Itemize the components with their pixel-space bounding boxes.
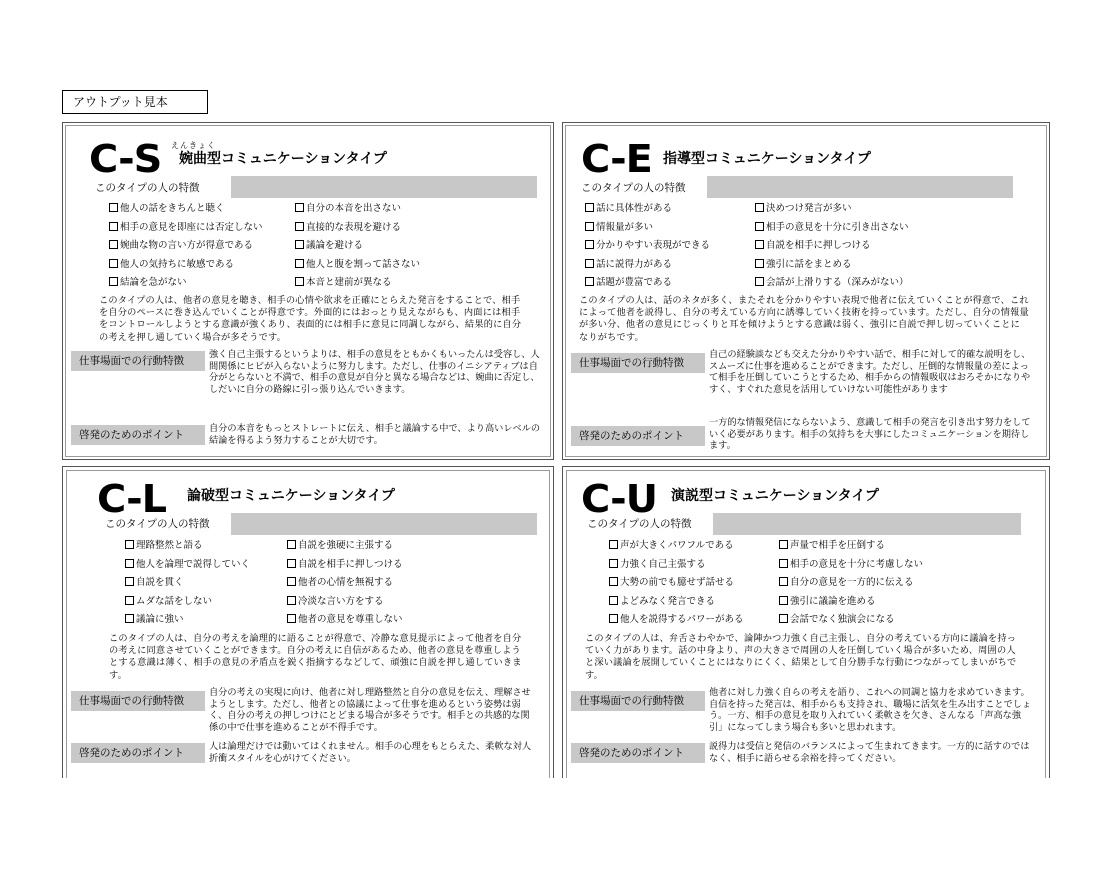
checkbox-icon <box>295 277 304 286</box>
feature-item: 会話が上滑りする（深みがない） <box>755 276 945 291</box>
checkbox-icon <box>755 277 764 286</box>
feature-item: よどみなく発言できる <box>609 595 779 610</box>
feature-item: 他人を説得するパワーがある <box>609 613 779 628</box>
type-title: 指導型コミュニケーションタイプ <box>663 151 871 167</box>
feature-item: 強引に話をまとめる <box>755 258 945 273</box>
features-label: このタイプの人の特徴 <box>105 518 210 530</box>
type-description: このタイプの人は、話のネタが多く、またそれを分かりやすい表現で他者に伝えていくことが得意で、これによって他者を説得し、自分の考えている方向に誘導していく技術を持っています。ただし、自分の情報量が多い分、他者の意見にじっくりと耳を傾けようとする意識は弱く、強引に自説で押し切っていくことになりがちです。 <box>579 295 1029 343</box>
feature-item: ムダな話をしない <box>125 595 287 610</box>
feature-item: 自説を強硬に主張する <box>287 539 457 554</box>
features-label: このタイプの人の特徴 <box>95 182 200 194</box>
feature-item: 自分の本音を出さない <box>295 202 465 217</box>
feature-item: 他人と腹を割って話さない <box>295 258 465 273</box>
checkbox-icon <box>287 596 296 605</box>
checkbox-icon <box>287 540 296 549</box>
checkbox-icon <box>109 259 118 268</box>
feature-item: 冷淡な言い方をする <box>287 595 457 610</box>
checkbox-icon <box>609 559 618 568</box>
work-behavior-label: 仕事場面での行動特徴 <box>571 691 705 711</box>
checkbox-icon <box>125 596 134 605</box>
type-description: このタイプの人は、他者の意見を聴き、相手の心情や欲求を正確にとらえた発言をすることで、相手を自分のペースに巻き込んでいくことが得意です。外面的にはおっとり見えながらも、内面には相手をコントロールしようとする意識が強くあり、表面的には相手に意見に同調しながら、結果的に自分の考えを押し通していく場合が多そうです。 <box>99 295 522 343</box>
feature-item: 分かりやすい表現ができる <box>585 239 755 254</box>
work-behavior-label: 仕事場面での行動特徴 <box>71 691 205 711</box>
checkbox-icon <box>609 596 618 605</box>
work-behavior-label: 仕事場面での行動特徴 <box>71 351 205 371</box>
growth-point-label: 啓発のためのポイント <box>571 426 705 446</box>
feature-item: 決めつけ発言が多い <box>755 202 945 217</box>
checkbox-icon <box>109 277 118 286</box>
growth-point-text: 説得力は受信と発信のバランスによって生まれてきます。一方的に話すのではなく、相手に語らせる余裕を持ってください。 <box>709 741 1030 764</box>
work-behavior-text: 自己の経験談なども交えた分かりやすい話で、相手に対して的確な説明をし、スムーズに仕事を進めることができます。ただし、圧倒的な情報量の差によって相手を圧倒していこうとするため、相手からの情報吸収はおろそかになりやすく、すぐれた意見を活用していけない可能性があります <box>709 349 1031 395</box>
type-code: C-L <box>97 477 167 521</box>
type-code: C-S <box>89 137 162 181</box>
feature-item: 自説を相手に押しつける <box>287 558 457 573</box>
checkbox-icon <box>295 259 304 268</box>
checkbox-icon <box>109 222 118 231</box>
feature-list <box>609 539 959 628</box>
feature-item: 強引に議論を進める <box>779 595 959 610</box>
work-behavior-text: 自分の考えの実現に向け、他者に対し理路整然と自分の意見を伝え、理解させようとします。ただし、他者との協議によって仕事を進めるという姿勢は弱く、自分の考えの押しつけにとどまる場合が多そうです。相手との共感的な関係の中で仕事を進めることが不得手です。 <box>209 687 531 733</box>
checkbox-icon <box>779 614 788 623</box>
feature-item: 理路整然と語る <box>125 539 287 554</box>
checkbox-icon <box>287 577 296 586</box>
feature-item: 議論を避ける <box>295 239 465 254</box>
work-behavior-label: 仕事場面での行動特徴 <box>571 353 705 373</box>
features-bar <box>231 513 537 535</box>
feature-item: 他人を論理で説得していく <box>125 558 287 573</box>
checkbox-icon <box>755 259 764 268</box>
growth-point-text: 一方的な情報発信にならないよう、意識して相手の発言を引き出す努力をしていく必要があります。相手の気持ちを大事にしたコミュニケーションを期待します。 <box>709 417 1031 452</box>
feature-item: 本音と建前が異なる <box>295 276 465 291</box>
features-bar <box>713 513 1021 535</box>
feature-item: 力強く自己主張する <box>609 558 779 573</box>
features-label: このタイプの人の特徴 <box>581 182 686 194</box>
checkbox-icon <box>609 614 618 623</box>
checkbox-icon <box>755 240 764 249</box>
checkbox-icon <box>125 577 134 586</box>
checkbox-icon <box>125 559 134 568</box>
feature-item: 声が大きくパワフルである <box>609 539 779 554</box>
feature-item: 他者の意見を尊重しない <box>287 613 457 628</box>
feature-item: 結論を急がない <box>109 276 295 291</box>
checkbox-icon <box>779 559 788 568</box>
features-bar <box>707 176 1013 198</box>
feature-item: 他者の心情を無視する <box>287 576 457 591</box>
feature-item: 婉曲な物の言い方が得意である <box>109 239 295 254</box>
checkbox-icon <box>609 577 618 586</box>
title-ruby: えんきょく <box>171 141 216 150</box>
work-behavior-text: 他者に対し力強く自らの考えを語り、これへの同調と協力を求めていきます。自信を持った発言は、相手からも支持され、職場に活気を生み出すことでしょう。一方、相手の意見を取り入れていく柔軟さを欠き、さんなる「声高な強引」になってしまう場合も多いと思われます。 <box>709 687 1032 733</box>
type-title: 演説型コミュニケーションタイプ <box>671 488 879 504</box>
checkbox-icon <box>585 277 594 286</box>
checkbox-icon <box>287 559 296 568</box>
checkbox-icon <box>109 240 118 249</box>
feature-list <box>125 539 457 628</box>
feature-item: 相手の意見を十分に引き出さない <box>755 221 945 236</box>
checkbox-icon <box>287 614 296 623</box>
features-label: このタイプの人の特徴 <box>587 518 692 530</box>
checkbox-icon <box>295 222 304 231</box>
feature-item: 大勢の前でも臆せず話せる <box>609 576 779 591</box>
checkbox-icon <box>585 240 594 249</box>
checkbox-icon <box>125 540 134 549</box>
feature-item: 話に具体性がある <box>585 202 755 217</box>
features-bar <box>231 176 537 198</box>
type-description: このタイプの人は、自分の考えを論理的に語ることが得意で、冷静な意見提示によって他者を自分の考えに同意させていくことができます。自分の考えに自信があるため、他者の意見を尊重しようとする意識は薄く、相手の意見の矛盾点を鋭く指摘するなどして、頑強に自説を押し通していきます。 <box>109 633 522 681</box>
type-description: このタイプの人は、弁舌さわやかで、論陣かつ力強く自己主張し、自分の考えている方向に議論を持っていく力があります。話の中身より、声の大きさで周囲の人を圧倒していく場合が多いため、周囲の人と深い議論を展開していくことにはなりにくく、結果として自分勝手な行動につながってしまいがちです。 <box>585 633 1017 681</box>
checkbox-icon <box>779 577 788 586</box>
checkbox-icon <box>755 222 764 231</box>
type-card-ce <box>562 122 1050 460</box>
checkbox-icon <box>125 614 134 623</box>
feature-item: 直接的な表現を避ける <box>295 221 465 236</box>
growth-point-label: 啓発のためのポイント <box>71 743 205 763</box>
feature-list <box>585 202 945 291</box>
feature-item: 相手の意見を十分に考慮しない <box>779 558 959 573</box>
feature-item: 議論に強い <box>125 613 287 628</box>
feature-item: 情報量が多い <box>585 221 755 236</box>
checkbox-icon <box>295 240 304 249</box>
checkbox-icon <box>755 203 764 212</box>
feature-item: 他人の話をきちんと聴く <box>109 202 295 217</box>
type-title: 婉曲型コミュニケーションタイプ <box>179 151 387 167</box>
checkbox-icon <box>609 540 618 549</box>
feature-item: 他人の気持ちに敏感である <box>109 258 295 273</box>
feature-item: 自説を相手に押しつける <box>755 239 945 254</box>
growth-point-text: 人は論理だけでは動いてはくれません。相手の心理をもとらえた、柔軟な対人折衝スタイルを心がけてください。 <box>209 741 532 764</box>
type-code: C-E <box>581 137 652 181</box>
feature-item: 声量で相手を圧倒する <box>779 539 959 554</box>
type-card-cu <box>562 466 1050 778</box>
work-behavior-text: 強く自己主張するというよりは、相手の意見をともかくもいったんは受容し、人間関係にヒビが入らないように努力します。ただし、仕事のイニシアティブは自分がとらないと不満で、相手の意見が自分と異なる場合などは、婉曲に否定し、しだいに自分の路線に引っ張り込んでいきます。 <box>209 349 540 395</box>
growth-point-text: 自分の本音をもっとストレートに伝え、相手と議論する中で、より高いレベルの結論を得るよう努力することが大切です。 <box>209 423 541 446</box>
checkbox-icon <box>779 596 788 605</box>
feature-item: 自分の意見を一方的に伝える <box>779 576 959 591</box>
type-title: 論破型コミュニケーションタイプ <box>187 488 395 504</box>
checkbox-icon <box>585 222 594 231</box>
growth-point-label: 啓発のためのポイント <box>71 425 205 445</box>
feature-item: 会話でなく独演会になる <box>779 613 959 628</box>
checkbox-icon <box>295 203 304 212</box>
type-card-cs <box>62 122 554 460</box>
feature-list <box>109 202 465 291</box>
checkbox-icon <box>109 203 118 212</box>
checkbox-icon <box>585 259 594 268</box>
checkbox-icon <box>585 203 594 212</box>
feature-item: 相手の意見を即座には否定しない <box>109 221 295 236</box>
type-card-cl <box>62 466 554 778</box>
output-sample-label: アウトプット見本 <box>62 90 208 114</box>
feature-item: 話題が豊富である <box>585 276 755 291</box>
growth-point-label: 啓発のためのポイント <box>571 743 705 763</box>
feature-item: 話に説得力がある <box>585 258 755 273</box>
feature-item: 自説を貫く <box>125 576 287 591</box>
type-code: C-U <box>581 477 658 521</box>
checkbox-icon <box>779 540 788 549</box>
